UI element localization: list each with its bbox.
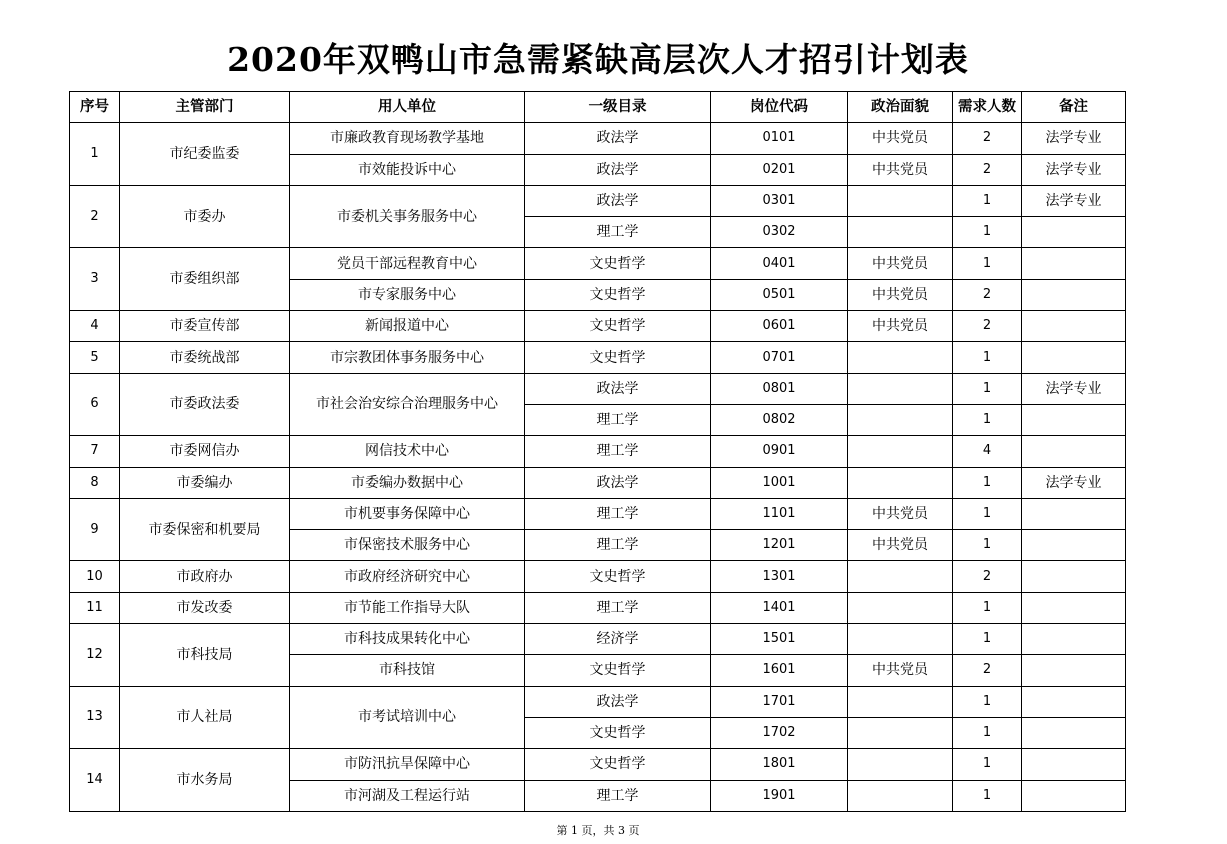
cell-seq: 5	[70, 342, 120, 373]
cell-count: 2	[953, 123, 1022, 154]
cell-dept: 市人社局	[120, 686, 290, 749]
table-body	[70, 123, 1126, 812]
cell-unit: 市专家服务中心	[290, 279, 525, 310]
cell-code: 1101	[711, 498, 848, 529]
cell-note	[1022, 311, 1126, 342]
cell-catalog: 理工学	[525, 780, 711, 811]
cell-code: 1301	[711, 561, 848, 592]
cell-code: 0802	[711, 404, 848, 435]
cell-code: 1701	[711, 686, 848, 717]
cell-code: 1601	[711, 655, 848, 686]
cell-note: 法学专业	[1022, 373, 1126, 404]
cell-catalog: 经济学	[525, 624, 711, 655]
cell-note	[1022, 530, 1126, 561]
cell-seq: 6	[70, 373, 120, 436]
cell-count: 1	[953, 373, 1022, 404]
cell-catalog: 理工学	[525, 498, 711, 529]
cell-code: 0501	[711, 279, 848, 310]
cell-catalog: 文史哲学	[525, 655, 711, 686]
cell-catalog: 理工学	[525, 530, 711, 561]
cell-dept: 市科技局	[120, 624, 290, 687]
cell-political: 中共党员	[848, 530, 953, 561]
cell-count: 1	[953, 780, 1022, 811]
table-row	[70, 749, 1126, 780]
cell-code: 0801	[711, 373, 848, 404]
cell-count: 2	[953, 279, 1022, 310]
cell-count: 1	[953, 592, 1022, 623]
cell-note	[1022, 624, 1126, 655]
cell-seq: 10	[70, 561, 120, 592]
cell-code: 1001	[711, 467, 848, 498]
cell-seq: 9	[70, 498, 120, 561]
cell-political	[848, 717, 953, 748]
cell-political: 中共党员	[848, 248, 953, 279]
recruitment-plan-table	[69, 91, 1126, 812]
cell-political	[848, 217, 953, 248]
cell-unit: 市政府经济研究中心	[290, 561, 525, 592]
cell-note: 法学专业	[1022, 185, 1126, 216]
cell-seq: 1	[70, 123, 120, 186]
cell-unit: 市社会治安综合治理服务中心	[290, 373, 525, 436]
page-footer: 第 1 页，共 3 页	[556, 824, 640, 837]
cell-catalog: 理工学	[525, 592, 711, 623]
cell-code: 0201	[711, 154, 848, 185]
cell-count: 1	[953, 404, 1022, 435]
table-row	[70, 342, 1126, 373]
cell-note	[1022, 436, 1126, 467]
cell-seq: 8	[70, 467, 120, 498]
cell-note	[1022, 780, 1126, 811]
cell-note	[1022, 498, 1126, 529]
cell-dept: 市发改委	[120, 592, 290, 623]
cell-note	[1022, 248, 1126, 279]
table-row	[70, 185, 1126, 216]
cell-code: 0301	[711, 185, 848, 216]
cell-code: 1401	[711, 592, 848, 623]
cell-political	[848, 436, 953, 467]
cell-catalog: 理工学	[525, 436, 711, 467]
cell-dept: 市委组织部	[120, 248, 290, 311]
cell-count: 2	[953, 561, 1022, 592]
cell-note	[1022, 717, 1126, 748]
table-row	[70, 561, 1126, 592]
cell-catalog: 政法学	[525, 154, 711, 185]
cell-count: 1	[953, 749, 1022, 780]
page-title: 2020年双鸭山市急需紧缺高层次人才招引计划表	[227, 40, 969, 79]
cell-catalog: 政法学	[525, 185, 711, 216]
cell-catalog: 文史哲学	[525, 749, 711, 780]
cell-count: 2	[953, 655, 1022, 686]
cell-unit: 新闻报道中心	[290, 311, 525, 342]
cell-catalog: 政法学	[525, 467, 711, 498]
cell-count: 1	[953, 717, 1022, 748]
cell-count: 1	[953, 185, 1022, 216]
cell-count: 2	[953, 154, 1022, 185]
cell-unit: 市机要事务保障中心	[290, 498, 525, 529]
cell-catalog: 文史哲学	[525, 279, 711, 310]
cell-code: 0601	[711, 311, 848, 342]
cell-political: 中共党员	[848, 655, 953, 686]
cell-catalog: 政法学	[525, 686, 711, 717]
cell-note	[1022, 561, 1126, 592]
cell-code: 1801	[711, 749, 848, 780]
cell-note	[1022, 749, 1126, 780]
table-row	[70, 624, 1126, 655]
cell-unit: 市效能投诉中心	[290, 154, 525, 185]
cell-political	[848, 686, 953, 717]
header-catalog: 一级目录	[525, 92, 711, 123]
cell-political: 中共党员	[848, 311, 953, 342]
header-dept: 主管部门	[120, 92, 290, 123]
cell-note	[1022, 342, 1126, 373]
cell-seq: 13	[70, 686, 120, 749]
header-note: 备注	[1022, 92, 1126, 123]
cell-seq: 7	[70, 436, 120, 467]
cell-seq: 14	[70, 749, 120, 812]
cell-unit: 市防汛抗旱保障中心	[290, 749, 525, 780]
table-row	[70, 592, 1126, 623]
cell-catalog: 文史哲学	[525, 311, 711, 342]
cell-catalog: 文史哲学	[525, 561, 711, 592]
cell-unit: 市宗教团体事务服务中心	[290, 342, 525, 373]
cell-dept: 市纪委监委	[120, 123, 290, 186]
cell-political	[848, 624, 953, 655]
cell-note	[1022, 592, 1126, 623]
cell-catalog: 政法学	[525, 123, 711, 154]
cell-dept: 市委网信办	[120, 436, 290, 467]
cell-code: 0401	[711, 248, 848, 279]
cell-dept: 市委宣传部	[120, 311, 290, 342]
cell-seq: 12	[70, 624, 120, 687]
cell-note	[1022, 655, 1126, 686]
cell-unit: 市节能工作指导大队	[290, 592, 525, 623]
table-row	[70, 436, 1126, 467]
cell-political	[848, 561, 953, 592]
cell-political	[848, 467, 953, 498]
cell-political	[848, 185, 953, 216]
cell-political: 中共党员	[848, 123, 953, 154]
cell-unit: 市保密技术服务中心	[290, 530, 525, 561]
cell-political: 中共党员	[848, 279, 953, 310]
cell-political	[848, 373, 953, 404]
cell-note: 法学专业	[1022, 123, 1126, 154]
cell-count: 1	[953, 217, 1022, 248]
table-row	[70, 373, 1126, 404]
table-row	[70, 467, 1126, 498]
cell-catalog: 文史哲学	[525, 717, 711, 748]
cell-count: 4	[953, 436, 1022, 467]
header-count: 需求人数	[953, 92, 1022, 123]
cell-catalog: 理工学	[525, 217, 711, 248]
table-row	[70, 248, 1126, 279]
cell-dept: 市政府办	[120, 561, 290, 592]
cell-count: 1	[953, 686, 1022, 717]
cell-count: 1	[953, 467, 1022, 498]
cell-unit: 市委编办数据中心	[290, 467, 525, 498]
cell-political: 中共党员	[848, 498, 953, 529]
cell-count: 1	[953, 498, 1022, 529]
table-row	[70, 123, 1126, 154]
cell-note	[1022, 404, 1126, 435]
cell-dept: 市委统战部	[120, 342, 290, 373]
cell-note	[1022, 686, 1126, 717]
cell-catalog: 文史哲学	[525, 248, 711, 279]
cell-note	[1022, 217, 1126, 248]
cell-note: 法学专业	[1022, 154, 1126, 185]
header-seq: 序号	[70, 92, 120, 123]
table-header-row	[70, 92, 1126, 123]
cell-unit: 党员干部远程教育中心	[290, 248, 525, 279]
cell-seq: 3	[70, 248, 120, 311]
cell-seq: 2	[70, 185, 120, 248]
cell-unit: 网信技术中心	[290, 436, 525, 467]
cell-code: 1702	[711, 717, 848, 748]
header-unit: 用人单位	[290, 92, 525, 123]
cell-note: 法学专业	[1022, 467, 1126, 498]
cell-dept: 市委办	[120, 185, 290, 248]
cell-dept: 市委保密和机要局	[120, 498, 290, 561]
cell-unit: 市委机关事务服务中心	[290, 185, 525, 248]
cell-unit: 市科技馆	[290, 655, 525, 686]
cell-note	[1022, 279, 1126, 310]
cell-count: 1	[953, 530, 1022, 561]
cell-political	[848, 592, 953, 623]
cell-unit: 市河湖及工程运行站	[290, 780, 525, 811]
cell-seq: 11	[70, 592, 120, 623]
cell-political: 中共党员	[848, 154, 953, 185]
cell-political	[848, 749, 953, 780]
cell-dept: 市水务局	[120, 749, 290, 812]
cell-code: 0901	[711, 436, 848, 467]
cell-code: 1501	[711, 624, 848, 655]
cell-catalog: 文史哲学	[525, 342, 711, 373]
cell-count: 1	[953, 248, 1022, 279]
cell-dept: 市委编办	[120, 467, 290, 498]
header-code: 岗位代码	[711, 92, 848, 123]
cell-political	[848, 342, 953, 373]
header-political: 政治面貌	[848, 92, 953, 123]
cell-political	[848, 780, 953, 811]
cell-unit: 市科技成果转化中心	[290, 624, 525, 655]
table-row	[70, 311, 1126, 342]
cell-count: 1	[953, 624, 1022, 655]
cell-count: 2	[953, 311, 1022, 342]
cell-code: 0101	[711, 123, 848, 154]
cell-unit: 市廉政教育现场教学基地	[290, 123, 525, 154]
cell-code: 1201	[711, 530, 848, 561]
cell-code: 1901	[711, 780, 848, 811]
table-row	[70, 498, 1126, 529]
cell-catalog: 政法学	[525, 373, 711, 404]
table-row	[70, 686, 1126, 717]
cell-unit: 市考试培训中心	[290, 686, 525, 749]
cell-code: 0701	[711, 342, 848, 373]
cell-catalog: 理工学	[525, 404, 711, 435]
cell-political	[848, 404, 953, 435]
cell-dept: 市委政法委	[120, 373, 290, 436]
cell-seq: 4	[70, 311, 120, 342]
cell-count: 1	[953, 342, 1022, 373]
cell-code: 0302	[711, 217, 848, 248]
